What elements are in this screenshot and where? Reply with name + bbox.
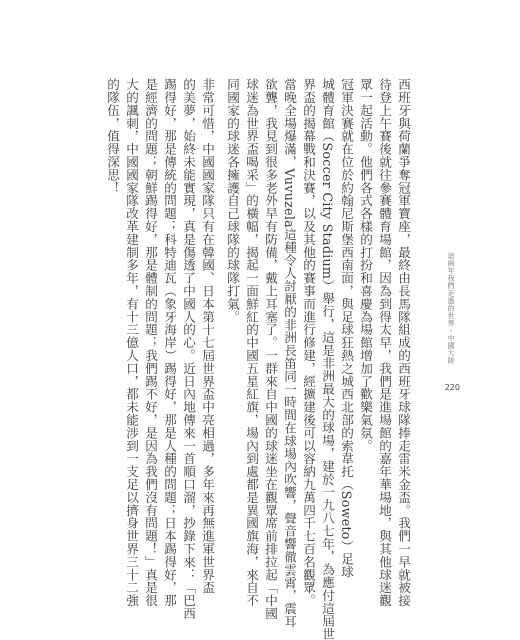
text-column: 城體育館（Soccer City Stadium）舉行，這是非洲最大的球場，建於一九八七年，為應付這屆世 <box>320 78 335 640</box>
text-column: 的隊伍，值得深思！ <box>105 78 120 195</box>
text-column: 的美夢，始終未能實現，真是傷透了中國人的心。近日內地傳來一首順口溜，抄錄下來：「巴西 <box>181 78 196 620</box>
text-column: 是經濟的問題；朝鮮踢得好，那是體制的問題；我們踢不好，是因為我們沒有問題！」真是很 <box>143 78 158 607</box>
text-column: 眾一起活動。他們各式各樣的打扮和喜慶為場館增加了歡樂氣氛。 <box>358 78 373 453</box>
running-header: 這兩年我們走過的世界・中國大陸 <box>447 252 455 365</box>
text-column: 球迷為世界盃喝采」的橫幅，揭起一面鮮紅的中國五星紅旗，場內到處都是異國旗海，來自不 <box>244 78 259 607</box>
text-column: 踢得好，那是傳統的問題；科特迪瓦（象牙海岸）踢得好，那是人種的問題；日本踢得好，那 <box>162 78 177 607</box>
text-column: 西班牙與荷蘭爭奪冠軍寶座，最終由長馬隊組成的西班牙球隊捧走雷米金盃。我們一早就被接 <box>396 78 411 607</box>
page-number: 220 <box>444 383 460 392</box>
text-column: 當晚全場爆滿，Vuvuzela這種令人討厭的非洲長笛同一時間在球場內吹響，聲音響徹雲霄，震耳 <box>282 78 297 628</box>
text-column: 冠軍決賽就在位於約翰尼斯堡西南面，與足球狂熱之城西北部的索韋托（Soweto）足球 <box>339 78 354 579</box>
vertical-text-body <box>105 78 411 640</box>
text-column: 非常可惜，中國國家隊只有在韓國、日本第十七屆世界盃中亮相過，多年來再無進軍世界盃 <box>200 78 215 594</box>
text-column: 同國家的球迷各擁護自己球隊的球隊打氣。 <box>225 78 240 324</box>
text-column: 待登上午賽後就往參賽體育場館，因為到得太早，我們是進場館的嘉年華場地，與其他球迷觀 <box>377 78 392 607</box>
text-column: 欲聾，我見到很多老外早有防備，戴上耳塞了。一群來自中國的球迷坐在觀眾席前排拉起「中國 <box>263 78 278 620</box>
text-column: 大的諷刺，中國國家隊改革建制多年，有十三億人口，都未能涉到一支足以擠身世界三十二強 <box>124 78 139 607</box>
text-column: 界盃的揭幕戰和決賽，以及其他的賽事而進行修建，經擴建後可以容納九萬四千七百名觀眾。 <box>301 78 316 607</box>
